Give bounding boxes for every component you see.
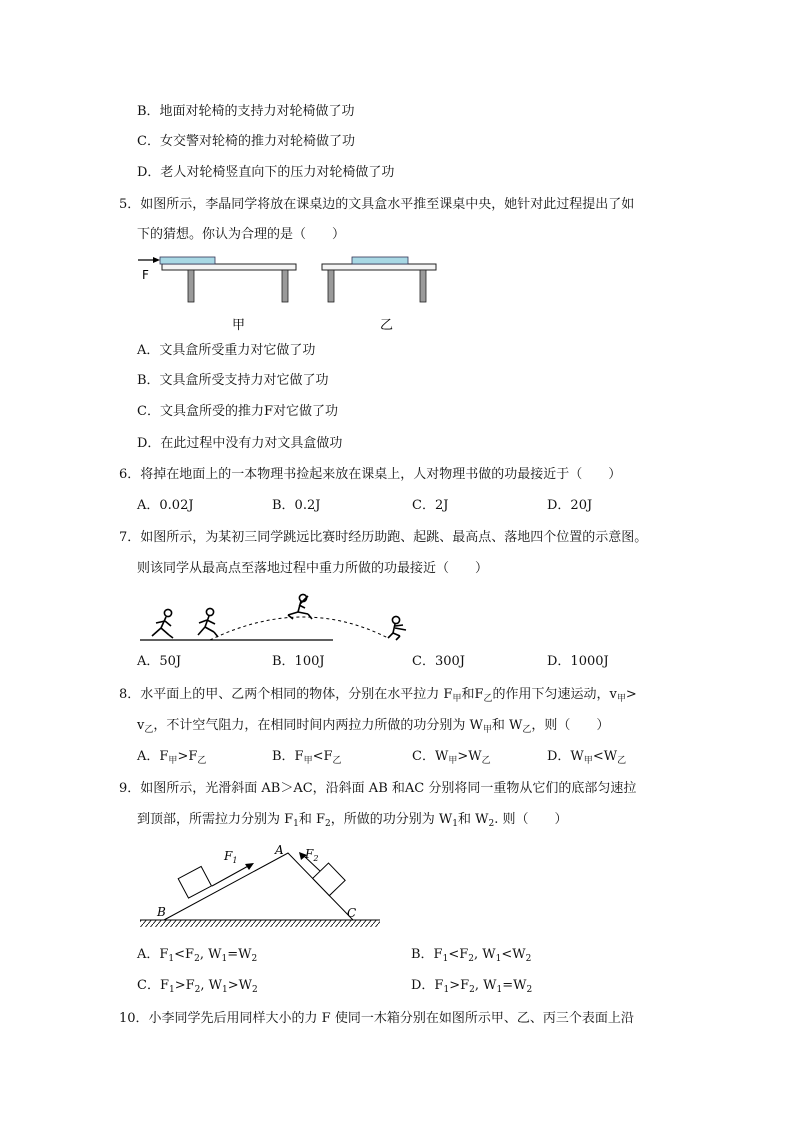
q7-long-jump-figure — [138, 590, 418, 646]
q9-option-a: A．$F_1<F_2$, $W_1=W_2$ — [137, 947, 258, 964]
highest-point-figure — [288, 594, 312, 619]
label-c: C — [347, 906, 357, 920]
q9-option-d: D．$F_1>F_2$, $W_1=W_2$ — [411, 978, 533, 995]
q8-option-b: B．$F_甲<F_乙$ — [272, 749, 342, 766]
ground-hatching — [140, 920, 380, 927]
q5-stem-line1: 5．如图所示，李晶同学将放在课桌边的文具盒水平推至课桌中央，她针对此过程提出了如 — [119, 197, 635, 212]
q5-desk-figure — [138, 252, 448, 334]
q6-option-a: A．0.02J — [137, 498, 194, 513]
q7-stem-line2: 则该同学从最高点至落地过程中重力所做的功最接近（ ） — [137, 561, 489, 576]
q9-stem-line1: 9．如图所示，光滑斜面 AB＞AC，沿斜面 AB 和AC 分别将同一重物从它们的底部匀速拉 — [119, 781, 637, 796]
label-f1: $F_1$ — [224, 849, 238, 865]
force-arrow-f1 — [212, 865, 250, 886]
q5-option-d: D．在此过程中没有力对文具盒做功 — [137, 436, 343, 451]
q8-option-a: A．$F_甲>F_乙$ — [137, 749, 207, 766]
q9-option-b: B．$F_1<F_2$, $W_1<W_2$ — [411, 947, 532, 964]
runner-figure — [152, 609, 173, 638]
label-jia: 甲 — [232, 318, 246, 333]
q7-option-d: D．1000J — [547, 654, 609, 669]
label-f2: $F_2$ — [305, 847, 319, 863]
takeoff-figure — [198, 608, 218, 637]
q6-option-b: B．0.2J — [272, 498, 321, 513]
q8-stem-line1: 8．水平面上的甲、乙两个相同的物体，分别在水平拉力 $F_甲$和$F_乙$的作用下匀速运动，$v_甲>$ — [119, 687, 637, 704]
label-a: A — [275, 843, 284, 857]
q4-option-c: C．女交警对轮椅的推力对轮椅做了功 — [137, 134, 355, 149]
trajectory-arc — [210, 617, 388, 640]
q7-option-c: C．300J — [412, 654, 465, 669]
label-yi: 乙 — [380, 318, 394, 333]
q7-stem-line1: 7．如图所示，为某初三同学跳远比赛时经历助跑、起跳、最高点、落地四个位置的示意图。 — [119, 530, 648, 545]
q9-incline-figure — [138, 840, 388, 932]
q9-stem-line2: 到顶部，所需拉力分别为 $F_1$和 $F_2$，所做的功分别为 $W_1$和 $W_2$. 则（ ） — [137, 812, 568, 829]
q6-option-c: C．2J — [412, 498, 449, 513]
q4-option-b: B．地面对轮椅的支持力对轮椅做了功 — [137, 104, 355, 119]
q5-option-b: B．文具盒所受支持力对它做了功 — [137, 373, 329, 388]
q7-option-a: A．50J — [137, 654, 182, 669]
label-b: B — [157, 905, 166, 919]
desk-left — [138, 257, 296, 302]
q5-option-a: A．文具盒所受重力对它做了功 — [137, 343, 316, 358]
q4-option-d: D．老人对轮椅竖直向下的压力对轮椅做了功 — [137, 165, 395, 180]
block-on-ab — [178, 866, 211, 898]
q6-stem: 6．将掉在地面上的一本物理书捡起来放在课桌上，人对物理书做的功最接近于（ ） — [119, 467, 622, 482]
q5-stem-line2: 下的猜想。你认为合理的是（ ） — [137, 227, 346, 242]
q10-stem-line1: 10．小李同学先后用同样大小的力 F 使同一木箱分别在如图所示甲、乙、丙三个表面上沿 — [119, 1011, 634, 1026]
q8-stem-line2: $v_乙$，不计空气阻力，在相同时间内两拉力所做的功分别为 $W_甲$和 $W_乙$，则（ ） — [137, 718, 610, 735]
q7-option-b: B．100J — [272, 654, 325, 669]
q5-option-c: C．文具盒所受的推力F对它做了功 — [137, 404, 338, 419]
q6-option-d: D．20J — [547, 498, 593, 513]
landing-figure — [388, 616, 406, 640]
q9-option-c: C．$F_1>F_2$, $W_1>W_2$ — [137, 978, 258, 995]
q8-option-d: D．$W_甲<W_乙$ — [547, 749, 627, 766]
q8-option-c: C．$W_甲>W_乙$ — [412, 749, 491, 766]
block-on-ac — [313, 863, 345, 896]
desk-right — [322, 257, 436, 302]
force-label-f: F — [142, 268, 149, 282]
